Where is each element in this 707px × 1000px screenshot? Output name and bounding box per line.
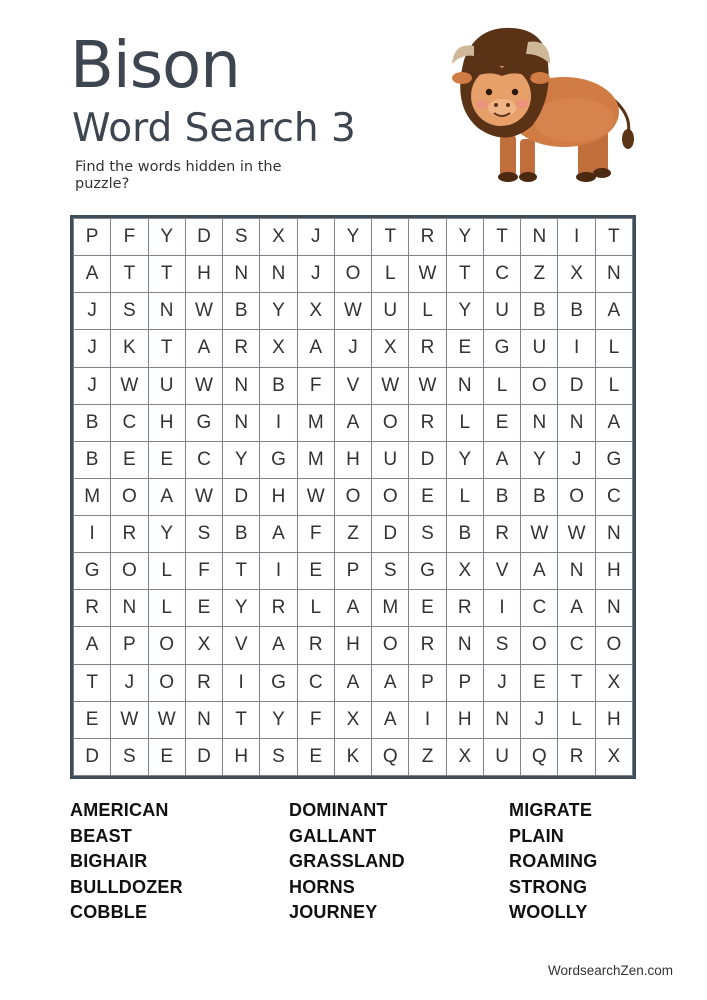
- grid-letter-cell: J: [111, 664, 148, 701]
- word-list-item: MIGRATE: [509, 800, 593, 820]
- grid-letter-cell: A: [595, 293, 632, 330]
- grid-letter-cell: A: [260, 627, 297, 664]
- grid-letter-cell: D: [372, 516, 409, 553]
- grid-letter-cell: N: [521, 219, 558, 256]
- grid-letter-cell: P: [111, 627, 148, 664]
- word-list-item: ROAMING: [509, 851, 598, 872]
- grid-letter-cell: G: [409, 553, 446, 590]
- grid-row: [74, 330, 633, 367]
- grid-letter-cell: H: [334, 441, 371, 478]
- grid-letter-cell: O: [521, 627, 558, 664]
- page-title: Bison: [70, 29, 240, 103]
- grid-letter-cell: U: [372, 293, 409, 330]
- grid-row: [74, 553, 633, 590]
- grid-letter-cell: I: [558, 219, 595, 256]
- grid-letter-cell: H: [185, 256, 222, 293]
- grid-row: [74, 738, 633, 775]
- grid-letter-cell: O: [521, 367, 558, 404]
- grid-letter-cell: F: [185, 553, 222, 590]
- grid-letter-cell: S: [372, 553, 409, 590]
- grid-letter-cell: O: [372, 478, 409, 515]
- grid-letter-cell: R: [483, 516, 520, 553]
- grid-letter-cell: R: [223, 330, 260, 367]
- grid-letter-cell: Y: [446, 293, 483, 330]
- word-list-item: BIGHAIR: [70, 851, 148, 872]
- grid-letter-cell: D: [74, 738, 111, 775]
- grid-letter-cell: D: [185, 219, 222, 256]
- grid-letter-cell: D: [558, 367, 595, 404]
- grid-letter-cell: A: [334, 590, 371, 627]
- grid-letter-cell: S: [185, 516, 222, 553]
- word-list-column-2: [289, 798, 405, 926]
- grid-letter-cell: R: [260, 590, 297, 627]
- grid-letter-cell: D: [223, 478, 260, 515]
- word-search-grid: [70, 215, 636, 779]
- grid-letter-cell: B: [260, 367, 297, 404]
- grid-letter-cell: W: [334, 293, 371, 330]
- grid-letter-cell: O: [372, 404, 409, 441]
- grid-letter-cell: U: [521, 330, 558, 367]
- grid-letter-cell: N: [446, 367, 483, 404]
- grid-letter-cell: E: [446, 330, 483, 367]
- grid-letter-cell: E: [297, 553, 334, 590]
- grid-letter-cell: G: [185, 404, 222, 441]
- grid-letter-cell: J: [74, 367, 111, 404]
- grid-letter-cell: C: [521, 590, 558, 627]
- grid-letter-cell: B: [223, 293, 260, 330]
- grid-letter-cell: O: [334, 256, 371, 293]
- grid-letter-cell: G: [483, 330, 520, 367]
- grid-letter-cell: R: [74, 590, 111, 627]
- grid-letter-cell: N: [148, 293, 185, 330]
- grid-letter-cell: G: [595, 441, 632, 478]
- grid-letter-cell: W: [111, 367, 148, 404]
- grid-letter-cell: S: [483, 627, 520, 664]
- grid-letter-cell: M: [297, 441, 334, 478]
- grid-letter-cell: W: [111, 701, 148, 738]
- grid-letter-cell: L: [297, 590, 334, 627]
- grid-letter-cell: W: [409, 367, 446, 404]
- grid-letter-cell: P: [74, 219, 111, 256]
- grid-letter-cell: V: [483, 553, 520, 590]
- grid-letter-cell: H: [595, 553, 632, 590]
- grid-letter-cell: J: [334, 330, 371, 367]
- grid-letter-cell: X: [558, 256, 595, 293]
- grid-letter-cell: Y: [334, 219, 371, 256]
- grid-letter-cell: T: [74, 664, 111, 701]
- grid-letter-cell: X: [446, 553, 483, 590]
- grid-letter-cell: W: [558, 516, 595, 553]
- grid-letter-cell: X: [185, 627, 222, 664]
- grid-letter-cell: H: [334, 627, 371, 664]
- grid-letter-cell: U: [372, 441, 409, 478]
- grid-letter-cell: W: [148, 701, 185, 738]
- grid-letter-cell: G: [260, 664, 297, 701]
- grid-letter-cell: H: [260, 478, 297, 515]
- instructions-text: Find the words hidden in the puzzle?: [75, 159, 282, 192]
- grid-row: [74, 404, 633, 441]
- grid-letter-cell: W: [185, 367, 222, 404]
- grid-letter-cell: B: [74, 441, 111, 478]
- grid-letter-cell: A: [483, 441, 520, 478]
- grid-letter-cell: O: [148, 664, 185, 701]
- grid-row: [74, 627, 633, 664]
- grid-letter-cell: S: [409, 516, 446, 553]
- word-list-item: COBBLE: [70, 902, 148, 923]
- grid-letter-cell: A: [334, 404, 371, 441]
- word-list-item: GALLANT: [289, 825, 377, 846]
- grid-letter-cell: X: [260, 330, 297, 367]
- grid-row: [74, 478, 633, 515]
- word-list-item: WOOLLY: [509, 902, 588, 923]
- word-list-item: PLAIN: [509, 825, 564, 846]
- footer-site-credit: WordsearchZen.com: [547, 963, 673, 978]
- grid-letter-cell: X: [446, 738, 483, 775]
- letter-grid-table: [73, 218, 633, 776]
- grid-letter-cell: S: [260, 738, 297, 775]
- grid-letter-cell: A: [297, 330, 334, 367]
- grid-letter-cell: E: [297, 738, 334, 775]
- grid-letter-cell: O: [334, 478, 371, 515]
- grid-letter-cell: C: [185, 441, 222, 478]
- grid-letter-cell: Y: [223, 441, 260, 478]
- grid-letter-cell: O: [595, 627, 632, 664]
- grid-row: [74, 219, 633, 256]
- grid-letter-cell: A: [334, 664, 371, 701]
- grid-letter-cell: Y: [148, 516, 185, 553]
- grid-letter-cell: V: [334, 367, 371, 404]
- grid-letter-cell: I: [260, 404, 297, 441]
- grid-letter-cell: N: [558, 404, 595, 441]
- grid-letter-cell: C: [483, 256, 520, 293]
- grid-letter-cell: X: [260, 219, 297, 256]
- word-list-column-1: [70, 798, 183, 926]
- grid-letter-cell: A: [521, 553, 558, 590]
- grid-letter-cell: L: [446, 404, 483, 441]
- grid-row: [74, 441, 633, 478]
- grid-letter-cell: P: [409, 664, 446, 701]
- grid-letter-cell: J: [297, 219, 334, 256]
- grid-letter-cell: G: [74, 553, 111, 590]
- grid-letter-cell: R: [558, 738, 595, 775]
- grid-letter-cell: E: [185, 590, 222, 627]
- grid-letter-cell: W: [409, 256, 446, 293]
- grid-letter-cell: E: [148, 738, 185, 775]
- grid-letter-cell: F: [297, 367, 334, 404]
- word-list-item: GRASSLAND: [289, 851, 405, 872]
- grid-letter-cell: T: [483, 219, 520, 256]
- grid-letter-cell: Q: [372, 738, 409, 775]
- word-list-item: AMERICAN: [70, 800, 169, 820]
- grid-letter-cell: L: [148, 553, 185, 590]
- grid-letter-cell: C: [595, 478, 632, 515]
- grid-letter-cell: W: [372, 367, 409, 404]
- grid-letter-cell: J: [558, 441, 595, 478]
- grid-letter-cell: L: [409, 293, 446, 330]
- grid-letter-cell: N: [223, 404, 260, 441]
- grid-letter-cell: A: [148, 478, 185, 515]
- grid-letter-cell: P: [446, 664, 483, 701]
- grid-letter-cell: M: [74, 478, 111, 515]
- grid-letter-cell: K: [334, 738, 371, 775]
- grid-row: [74, 516, 633, 553]
- grid-letter-cell: B: [74, 404, 111, 441]
- grid-row: [74, 256, 633, 293]
- grid-letter-cell: E: [409, 590, 446, 627]
- grid-letter-cell: R: [446, 590, 483, 627]
- grid-letter-cell: A: [558, 590, 595, 627]
- word-list-item: JOURNEY: [289, 902, 378, 923]
- grid-letter-cell: X: [595, 738, 632, 775]
- grid-letter-cell: Y: [446, 219, 483, 256]
- grid-letter-cell: U: [483, 738, 520, 775]
- word-list-item: BEAST: [70, 825, 133, 846]
- grid-letter-cell: M: [372, 590, 409, 627]
- grid-letter-cell: Y: [521, 441, 558, 478]
- grid-letter-cell: W: [521, 516, 558, 553]
- grid-letter-cell: H: [148, 404, 185, 441]
- grid-letter-cell: D: [185, 738, 222, 775]
- grid-letter-cell: W: [297, 478, 334, 515]
- grid-letter-cell: O: [111, 478, 148, 515]
- grid-letter-cell: N: [260, 256, 297, 293]
- grid-letter-cell: L: [372, 256, 409, 293]
- grid-letter-cell: Y: [260, 293, 297, 330]
- grid-letter-cell: A: [185, 330, 222, 367]
- grid-letter-cell: N: [521, 404, 558, 441]
- grid-letter-cell: L: [558, 701, 595, 738]
- word-list-item: DOMINANT: [289, 800, 388, 820]
- grid-letter-cell: L: [446, 478, 483, 515]
- grid-letter-cell: O: [372, 627, 409, 664]
- grid-letter-cell: E: [483, 404, 520, 441]
- grid-letter-cell: B: [223, 516, 260, 553]
- grid-letter-cell: I: [260, 553, 297, 590]
- grid-letter-cell: N: [111, 590, 148, 627]
- grid-letter-cell: Q: [521, 738, 558, 775]
- grid-letter-cell: F: [111, 219, 148, 256]
- grid-letter-cell: E: [111, 441, 148, 478]
- grid-letter-cell: A: [595, 404, 632, 441]
- grid-letter-cell: S: [223, 219, 260, 256]
- grid-letter-cell: L: [148, 590, 185, 627]
- grid-letter-cell: E: [74, 701, 111, 738]
- grid-letter-cell: X: [297, 293, 334, 330]
- grid-letter-cell: N: [223, 367, 260, 404]
- grid-letter-cell: F: [297, 701, 334, 738]
- grid-letter-cell: N: [595, 590, 632, 627]
- grid-letter-cell: A: [372, 701, 409, 738]
- grid-letter-cell: I: [223, 664, 260, 701]
- grid-letter-cell: N: [483, 701, 520, 738]
- grid-letter-cell: T: [372, 219, 409, 256]
- grid-letter-cell: H: [223, 738, 260, 775]
- grid-letter-cell: B: [446, 516, 483, 553]
- grid-letter-cell: J: [74, 293, 111, 330]
- grid-letter-cell: L: [483, 367, 520, 404]
- grid-letter-cell: B: [558, 293, 595, 330]
- grid-letter-cell: E: [521, 664, 558, 701]
- grid-row: [74, 664, 633, 701]
- grid-letter-cell: L: [595, 330, 632, 367]
- page-subtitle: Word Search 3: [72, 106, 356, 151]
- grid-letter-cell: U: [483, 293, 520, 330]
- grid-letter-cell: A: [372, 664, 409, 701]
- grid-letter-cell: J: [74, 330, 111, 367]
- grid-letter-cell: K: [111, 330, 148, 367]
- grid-letter-cell: T: [148, 330, 185, 367]
- grid-letter-cell: S: [111, 293, 148, 330]
- grid-letter-cell: A: [260, 516, 297, 553]
- grid-letter-cell: B: [521, 293, 558, 330]
- grid-letter-cell: I: [409, 701, 446, 738]
- grid-letter-cell: C: [111, 404, 148, 441]
- grid-letter-cell: R: [409, 404, 446, 441]
- grid-letter-cell: X: [595, 664, 632, 701]
- grid-letter-cell: T: [223, 553, 260, 590]
- grid-letter-cell: Y: [446, 441, 483, 478]
- grid-letter-cell: S: [111, 738, 148, 775]
- grid-letter-cell: E: [409, 478, 446, 515]
- grid-letter-cell: X: [334, 701, 371, 738]
- grid-row: [74, 701, 633, 738]
- grid-letter-cell: B: [521, 478, 558, 515]
- grid-letter-cell: N: [558, 553, 595, 590]
- grid-letter-cell: M: [297, 404, 334, 441]
- grid-letter-cell: X: [372, 330, 409, 367]
- grid-row: [74, 367, 633, 404]
- grid-letter-cell: P: [334, 553, 371, 590]
- grid-letter-cell: R: [185, 664, 222, 701]
- grid-letter-cell: F: [297, 516, 334, 553]
- grid-letter-cell: T: [446, 256, 483, 293]
- grid-letter-cell: A: [74, 256, 111, 293]
- grid-letter-cell: T: [223, 701, 260, 738]
- grid-letter-cell: A: [74, 627, 111, 664]
- word-list-item: HORNS: [289, 876, 356, 897]
- grid-letter-cell: O: [111, 553, 148, 590]
- grid-letter-cell: U: [148, 367, 185, 404]
- grid-letter-cell: D: [409, 441, 446, 478]
- grid-letter-cell: H: [446, 701, 483, 738]
- grid-letter-cell: E: [148, 441, 185, 478]
- grid-letter-cell: N: [595, 516, 632, 553]
- grid-letter-cell: Z: [521, 256, 558, 293]
- grid-letter-cell: I: [74, 516, 111, 553]
- bison-illustration: [436, 20, 640, 190]
- grid-letter-cell: O: [148, 627, 185, 664]
- grid-letter-cell: G: [260, 441, 297, 478]
- grid-row: [74, 590, 633, 627]
- grid-letter-cell: N: [223, 256, 260, 293]
- grid-letter-cell: R: [409, 219, 446, 256]
- grid-letter-cell: Y: [260, 701, 297, 738]
- grid-letter-cell: Y: [223, 590, 260, 627]
- grid-letter-cell: T: [558, 664, 595, 701]
- grid-letter-cell: J: [483, 664, 520, 701]
- grid-letter-cell: T: [148, 256, 185, 293]
- grid-letter-cell: Z: [409, 738, 446, 775]
- word-list-item: BULLDOZER: [70, 876, 183, 897]
- grid-letter-cell: R: [111, 516, 148, 553]
- word-list-item: STRONG: [509, 876, 588, 897]
- grid-letter-cell: Y: [148, 219, 185, 256]
- grid-letter-cell: J: [521, 701, 558, 738]
- grid-letter-cell: I: [558, 330, 595, 367]
- grid-letter-cell: R: [409, 330, 446, 367]
- grid-letter-cell: T: [595, 219, 632, 256]
- grid-row: [74, 293, 633, 330]
- grid-letter-cell: C: [297, 664, 334, 701]
- grid-letter-cell: V: [223, 627, 260, 664]
- grid-letter-cell: R: [297, 627, 334, 664]
- grid-letter-cell: L: [595, 367, 632, 404]
- word-list-column-3: [509, 798, 597, 926]
- grid-letter-cell: C: [558, 627, 595, 664]
- grid-letter-cell: H: [595, 701, 632, 738]
- grid-letter-cell: T: [111, 256, 148, 293]
- grid-letter-cell: R: [409, 627, 446, 664]
- grid-letter-cell: N: [446, 627, 483, 664]
- grid-letter-cell: W: [185, 478, 222, 515]
- grid-letter-cell: W: [185, 293, 222, 330]
- grid-letter-cell: N: [595, 256, 632, 293]
- grid-letter-cell: O: [558, 478, 595, 515]
- grid-letter-cell: Z: [334, 516, 371, 553]
- grid-letter-cell: N: [185, 701, 222, 738]
- grid-letter-cell: I: [483, 590, 520, 627]
- word-list: [70, 798, 630, 928]
- grid-letter-cell: J: [297, 256, 334, 293]
- grid-letter-cell: B: [483, 478, 520, 515]
